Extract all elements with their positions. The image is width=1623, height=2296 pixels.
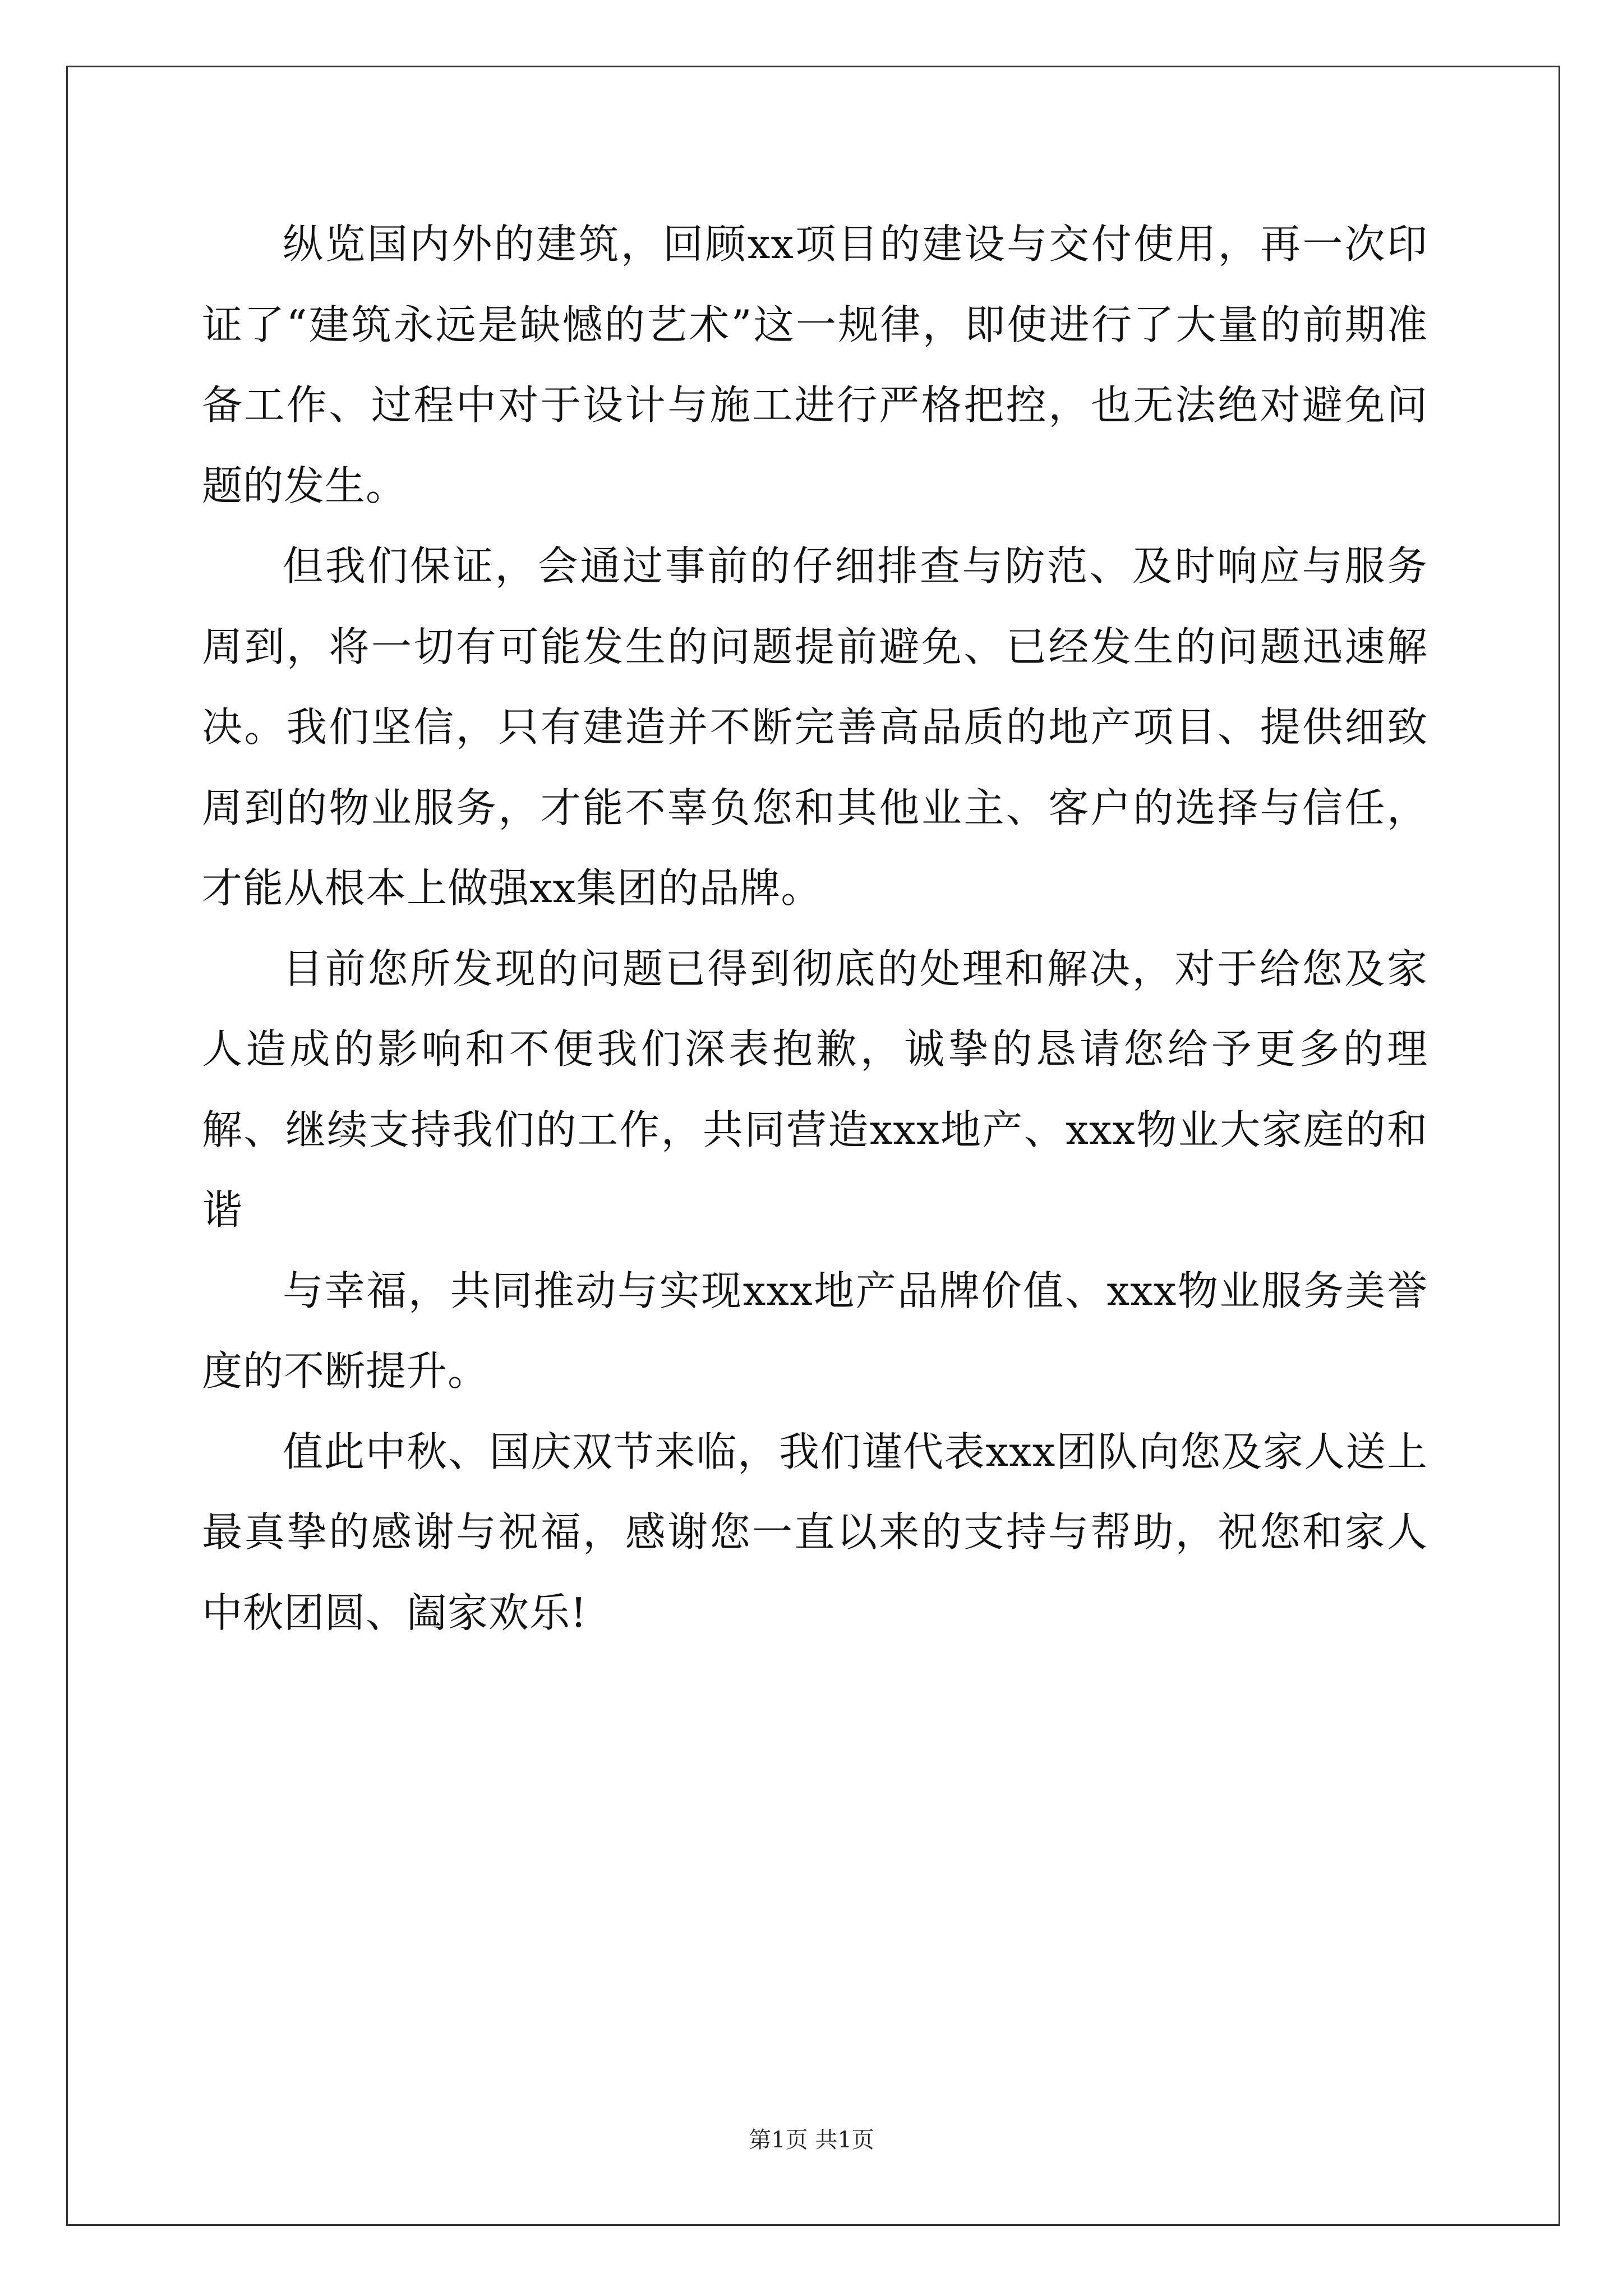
paragraph-5: 值此中秋、国庆双节来临，我们谨代表xxx团队向您及家人送上最真挚的感谢与祝福，感谢您一直以来的支持与帮助，祝您和家人中秋团圆、阖家欢乐! [202,1428,1428,1636]
paragraph-2: 但我们保证，会通过事前的仔细排查与防范、及时响应与服务周到，将一切有可能发生的问题提前避免、已经发生的问题迅速解决。我们坚信，只有建造并不断完善高品质的地产项目、提供细致周到的物业服务，才能不辜负您和其他业主、客户的选择与信任，才能从根本上做强xx集团的品牌。 [202,542,1428,912]
paragraph-3: 目前您所发现的问题已得到彻底的处理和解决，对于给您及家人造成的影响和不便我们深表抱歉，诚挚的恳请您给予更多的理解、继续支持我们的工作，共同营造xxx地产、xxx物业大家庭的和谐 [202,945,1428,1234]
paragraph-4: 与幸福，共同推动与实现xxx地产品牌价值、xxx物业服务美誉度的不断提升。 [202,1267,1428,1395]
document-body [202,204,1428,1653]
page-footer: 第1页 共1页 [749,2127,874,2153]
paragraph-1: 纵览国内外的建筑，回顾xx项目的建设与交付使用，再一次印证了“建筑永远是缺憾的艺术”这一规律，即使进行了大量的前期准备工作、过程中对于设计与施工进行严格把控，也无法绝对避免问题的发生。 [202,220,1428,509]
